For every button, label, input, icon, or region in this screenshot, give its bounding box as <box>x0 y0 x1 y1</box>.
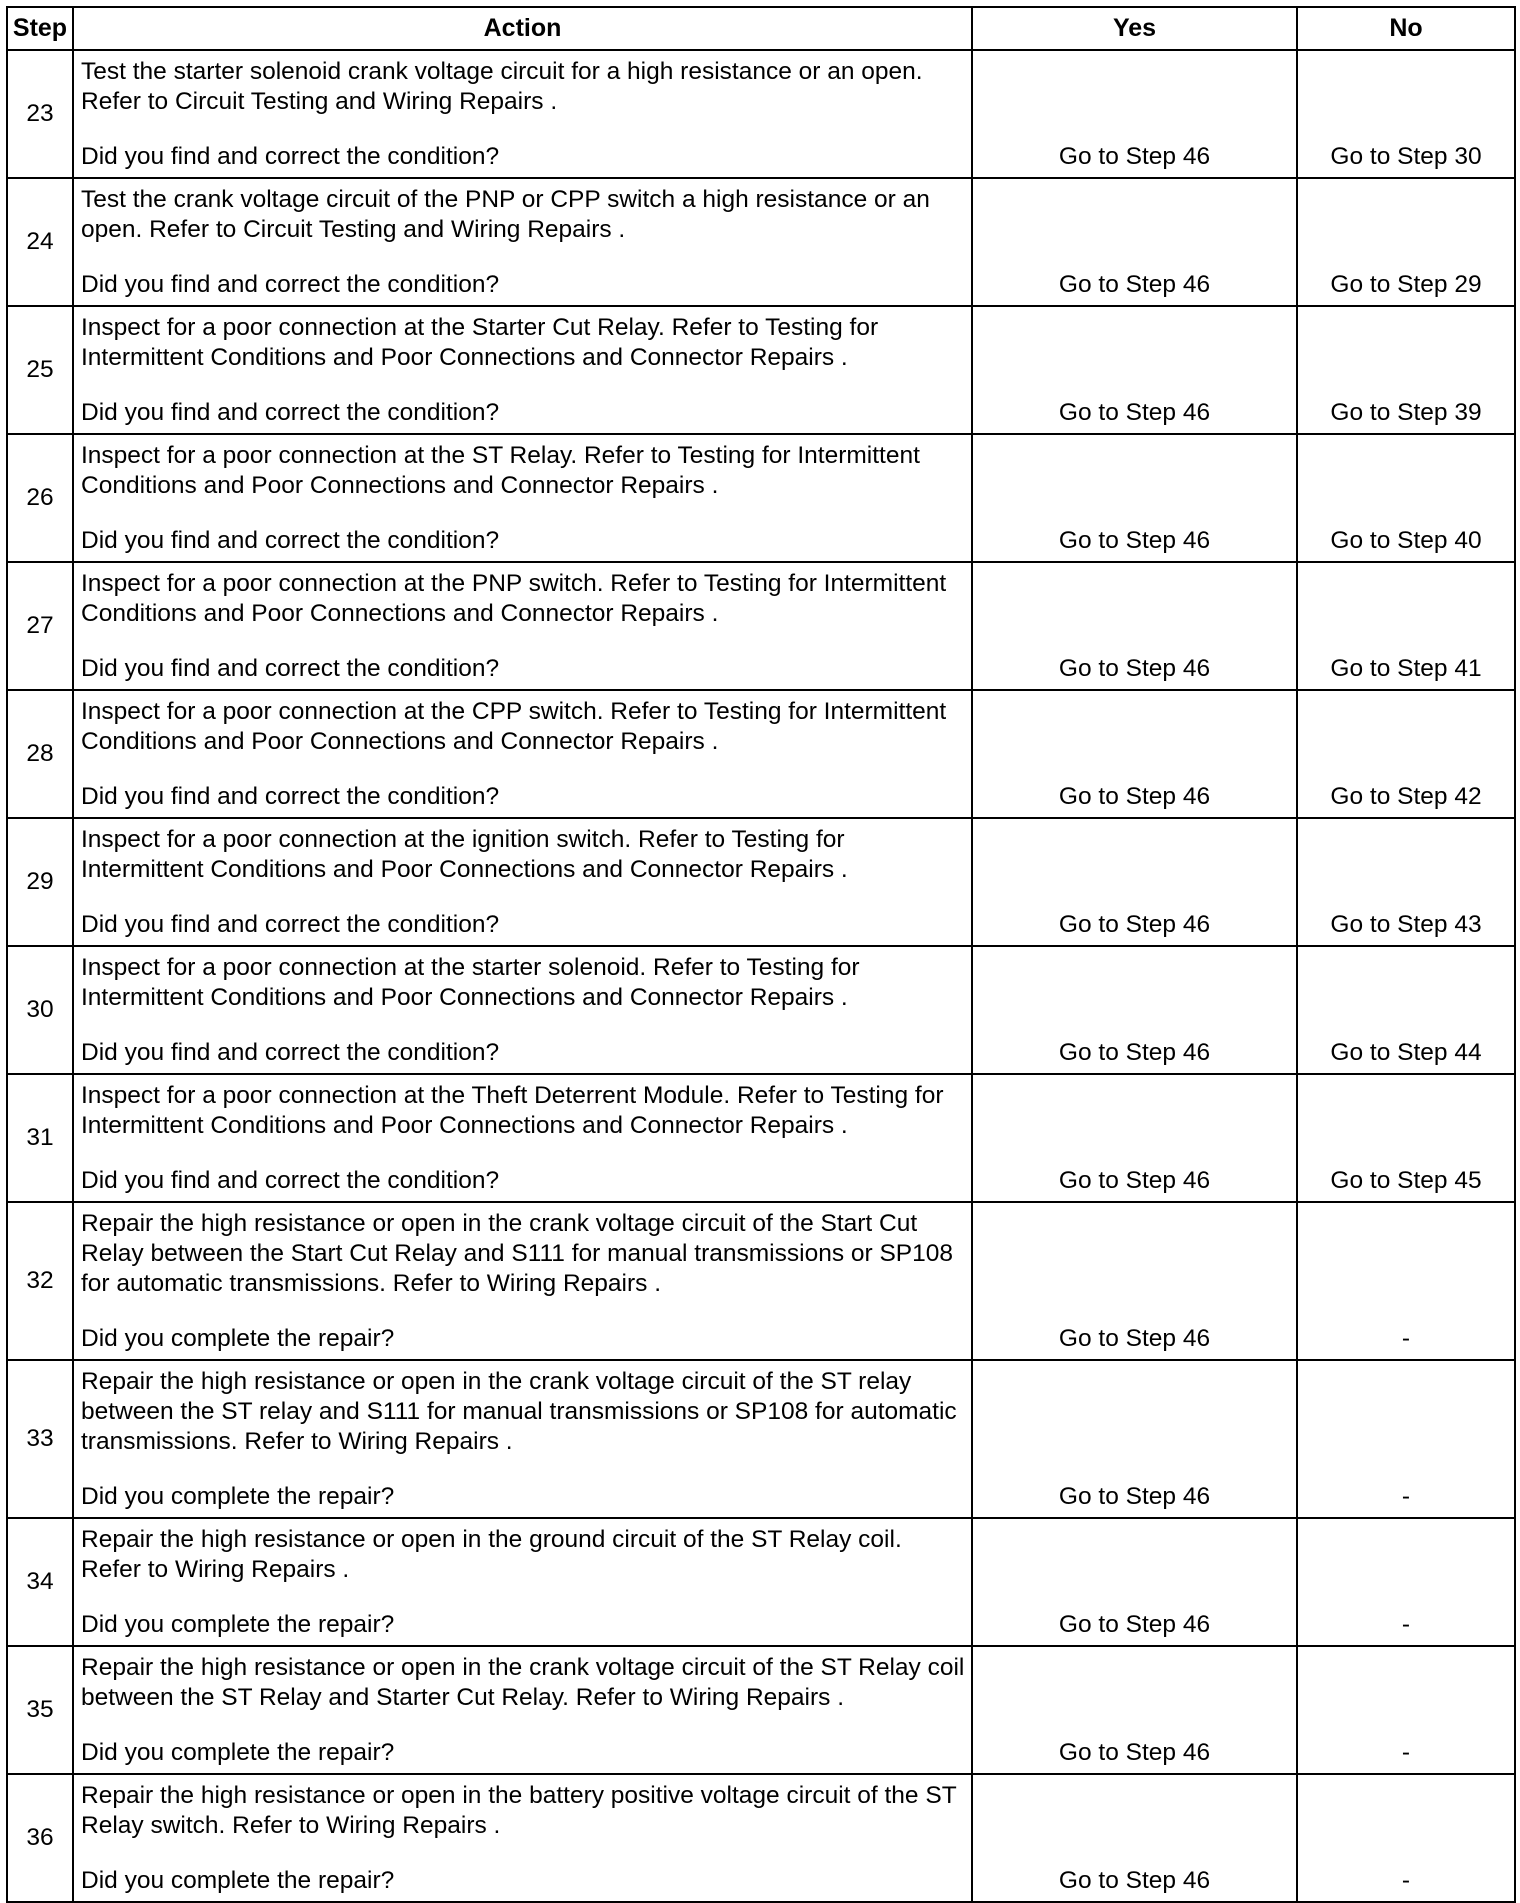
table-row <box>7 1774 1515 1902</box>
no-result: Go to Step 39 <box>1297 306 1515 434</box>
table-row <box>7 1360 1515 1518</box>
action-question: Did you find and correct the condition? <box>81 271 500 298</box>
table-row <box>7 1646 1515 1774</box>
action-cell <box>73 818 972 946</box>
step-number: 25 <box>7 306 73 434</box>
action-cell <box>73 1074 972 1202</box>
table-row <box>7 1518 1515 1646</box>
action-cell <box>73 1202 972 1360</box>
step-number: 28 <box>7 690 73 818</box>
table-row <box>7 434 1515 562</box>
table-row <box>7 690 1515 818</box>
table-row <box>7 50 1515 178</box>
action-instruction: Inspect for a poor connection at the PNP switch. Refer to Testing for Intermittent Conditions and Poor Connections and Connector Repairs . <box>81 570 947 627</box>
action-instruction: Repair the high resistance or open in the crank voltage circuit of the Start Cut Relay between the Start Cut Relay and S111 for manual transmissions or SP108 for automatic transmissions. Refer to Wiring Repairs . <box>81 1210 954 1297</box>
yes-result: Go to Step 46 <box>972 818 1297 946</box>
no-result: Go to Step 29 <box>1297 178 1515 306</box>
no-column-header: No <box>1297 7 1515 50</box>
action-instruction: Repair the high resistance or open in the ground circuit of the ST Relay coil. Refer to Wiring Repairs . <box>81 1526 902 1583</box>
no-result: - <box>1297 1646 1515 1774</box>
action-instruction: Test the starter solenoid crank voltage circuit for a high resistance or an open. Refer to Circuit Testing and Wiring Repairs . <box>81 58 923 115</box>
action-question: Did you find and correct the condition? <box>81 399 500 426</box>
no-result: Go to Step 30 <box>1297 50 1515 178</box>
action-cell <box>73 1774 972 1902</box>
table-row <box>7 1074 1515 1202</box>
action-cell <box>73 562 972 690</box>
no-result: Go to Step 43 <box>1297 818 1515 946</box>
action-question: Did you complete the repair? <box>81 1611 395 1638</box>
no-result: Go to Step 42 <box>1297 690 1515 818</box>
step-number: 33 <box>7 1360 73 1518</box>
action-question: Did you find and correct the condition? <box>81 527 500 554</box>
action-cell <box>73 1518 972 1646</box>
yes-column-header: Yes <box>972 7 1297 50</box>
action-instruction: Inspect for a poor connection at the Starter Cut Relay. Refer to Testing for Intermittent Conditions and Poor Connections and Connector Repairs . <box>81 314 879 371</box>
no-result: - <box>1297 1518 1515 1646</box>
no-result: - <box>1297 1774 1515 1902</box>
step-number: 24 <box>7 178 73 306</box>
yes-result: Go to Step 46 <box>972 178 1297 306</box>
step-number: 35 <box>7 1646 73 1774</box>
action-question: Did you find and correct the condition? <box>81 1039 500 1066</box>
action-instruction: Inspect for a poor connection at the Theft Deterrent Module. Refer to Testing for Intermittent Conditions and Poor Connections and Connector Repairs . <box>81 1082 944 1139</box>
header-row <box>7 7 1515 50</box>
action-question: Did you find and correct the condition? <box>81 783 500 810</box>
action-instruction: Inspect for a poor connection at the CPP switch. Refer to Testing for Intermittent Conditions and Poor Connections and Connector Repairs . <box>81 698 947 755</box>
step-column-header: Step <box>7 7 73 50</box>
no-result: Go to Step 40 <box>1297 434 1515 562</box>
action-question: Did you find and correct the condition? <box>81 143 500 170</box>
action-instruction: Repair the high resistance or open in the crank voltage circuit of the ST relay between the ST relay and S111 for manual transmissions or SP108 for automatic transmissions. Refer to Wiring Repairs . <box>81 1368 957 1455</box>
action-cell <box>73 50 972 178</box>
table-row <box>7 178 1515 306</box>
action-question: Did you complete the repair? <box>81 1325 395 1352</box>
action-cell <box>73 178 972 306</box>
step-number: 27 <box>7 562 73 690</box>
yes-result: Go to Step 46 <box>972 1202 1297 1360</box>
diagnostic-table-sheet <box>6 6 1514 1903</box>
no-result: Go to Step 45 <box>1297 1074 1515 1202</box>
action-cell <box>73 1360 972 1518</box>
action-question: Did you complete the repair? <box>81 1483 395 1510</box>
no-result: Go to Step 41 <box>1297 562 1515 690</box>
yes-result: Go to Step 46 <box>972 1646 1297 1774</box>
action-question: Did you complete the repair? <box>81 1739 395 1766</box>
yes-result: Go to Step 46 <box>972 306 1297 434</box>
step-number: 31 <box>7 1074 73 1202</box>
yes-result: Go to Step 46 <box>972 1360 1297 1518</box>
action-instruction: Repair the high resistance or open in the crank voltage circuit of the ST Relay coil between the ST Relay and Starter Cut Relay. Refer to Wiring Repairs . <box>81 1654 965 1711</box>
yes-result: Go to Step 46 <box>972 690 1297 818</box>
step-number: 23 <box>7 50 73 178</box>
step-number: 26 <box>7 434 73 562</box>
no-result: - <box>1297 1202 1515 1360</box>
yes-result: Go to Step 46 <box>972 50 1297 178</box>
action-cell <box>73 946 972 1074</box>
step-number: 34 <box>7 1518 73 1646</box>
action-column-header: Action <box>73 7 972 50</box>
table-row <box>7 1202 1515 1360</box>
no-result: - <box>1297 1360 1515 1518</box>
action-cell <box>73 306 972 434</box>
table-row <box>7 818 1515 946</box>
action-instruction: Inspect for a poor connection at the starter solenoid. Refer to Testing for Intermittent Conditions and Poor Connections and Connector Repairs . <box>81 954 860 1011</box>
yes-result: Go to Step 46 <box>972 1518 1297 1646</box>
no-result: Go to Step 44 <box>1297 946 1515 1074</box>
yes-result: Go to Step 46 <box>972 1774 1297 1902</box>
step-number: 32 <box>7 1202 73 1360</box>
table-row <box>7 562 1515 690</box>
yes-result: Go to Step 46 <box>972 434 1297 562</box>
action-cell <box>73 434 972 562</box>
action-instruction: Repair the high resistance or open in the battery positive voltage circuit of the ST Relay switch. Refer to Wiring Repairs . <box>81 1782 957 1839</box>
yes-result: Go to Step 46 <box>972 946 1297 1074</box>
step-number: 29 <box>7 818 73 946</box>
action-instruction: Inspect for a poor connection at the ST Relay. Refer to Testing for Intermittent Conditions and Poor Connections and Connector Repairs . <box>81 442 920 499</box>
action-instruction: Test the crank voltage circuit of the PNP or CPP switch a high resistance or an open. Refer to Circuit Testing and Wiring Repairs . <box>81 186 930 243</box>
action-question: Did you find and correct the condition? <box>81 655 500 682</box>
action-question: Did you complete the repair? <box>81 1867 395 1894</box>
action-question: Did you find and correct the condition? <box>81 911 500 938</box>
action-question: Did you find and correct the condition? <box>81 1167 500 1194</box>
table-row <box>7 306 1515 434</box>
action-cell <box>73 690 972 818</box>
step-number: 36 <box>7 1774 73 1902</box>
table-row <box>7 946 1515 1074</box>
yes-result: Go to Step 46 <box>972 1074 1297 1202</box>
step-number: 30 <box>7 946 73 1074</box>
action-cell <box>73 1646 972 1774</box>
action-instruction: Inspect for a poor connection at the ignition switch. Refer to Testing for Intermittent Conditions and Poor Connections and Connector Repairs . <box>81 826 848 883</box>
yes-result: Go to Step 46 <box>972 562 1297 690</box>
diagnostic-table <box>6 6 1516 1903</box>
